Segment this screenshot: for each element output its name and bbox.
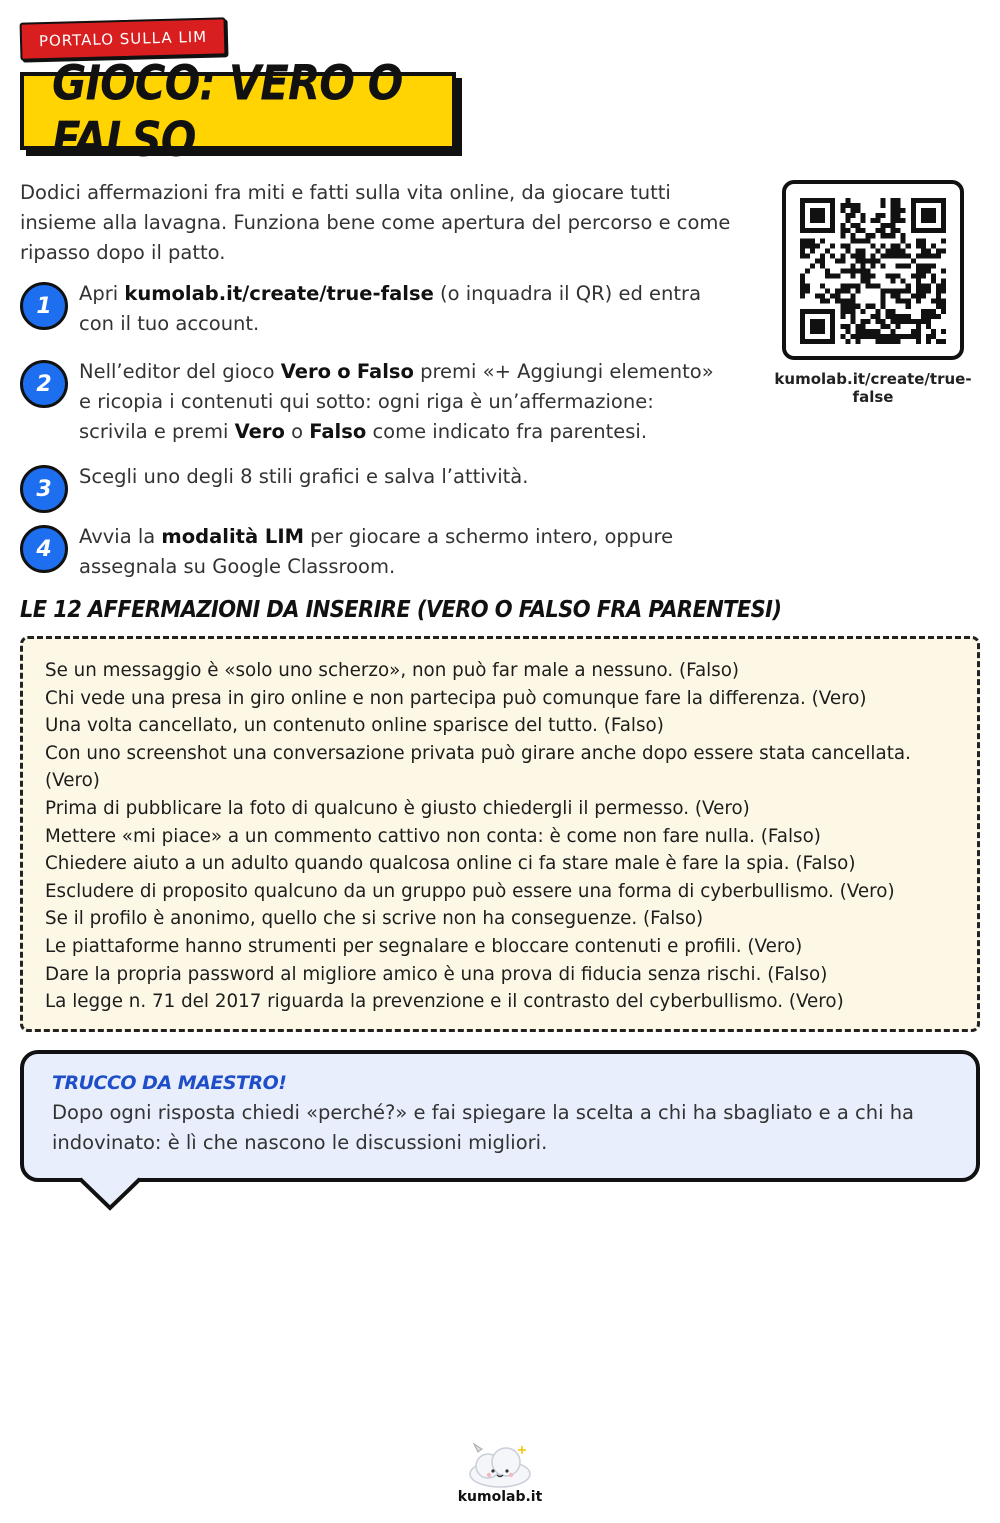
tip-callout <box>20 1050 980 1182</box>
step-text-bold: kumolab.it/create/true-false <box>124 282 434 305</box>
step-text-segment: Nell’editor del gioco <box>79 360 281 383</box>
step-text-bold: Falso <box>356 360 414 383</box>
step-text-segment: Avvia la <box>79 525 162 548</box>
list-item: Mettere «mi piace» a un commento cattivo non conta: è come non fare nulla. (Falso) <box>45 825 821 847</box>
step-text-segment: per giocare a schermo intero, oppure assegnala su Google Classroom. <box>79 525 674 578</box>
step-text-segment: come indicato fra parentesi. <box>366 420 648 443</box>
step-text-segment: Apri <box>79 282 125 305</box>
statements-box <box>20 636 980 1032</box>
list-item: Se un messaggio è «solo uno scherzo», non può far male a nessuno. (Falso) <box>45 660 740 681</box>
list-item: Dare la propria password al migliore amico è una prova di fiducia senza rischi. (Falso) <box>45 963 828 985</box>
step-text-segment: (o inquadra il QR) ed entra con il tuo account. <box>79 282 702 335</box>
qr-code <box>782 180 964 360</box>
step-text <box>79 279 719 339</box>
section-title: LE 12 AFFERMAZIONI DA INSERIRE (VERO O FALSO FRA PARENTESI) <box>20 596 782 623</box>
qr-code-icon <box>800 198 946 344</box>
step-text-segment: o <box>284 420 310 443</box>
list-item: Chi vede una presa in giro online e non partecipa può comunque fare la differenza. (Vero) <box>45 687 867 709</box>
step-text <box>79 462 719 492</box>
step-number: 4 <box>20 525 68 573</box>
footer-logo-text: kumolab.it <box>457 1489 543 1505</box>
step-text-bold: Falso <box>309 420 367 443</box>
step-number: 1 <box>20 282 68 330</box>
list-item: Una volta cancellato, un contenuto online sparisce del tutto. (Falso) <box>45 715 664 737</box>
list-item: La legge n. 71 del 2017 riguarda la prevenzione e il contrasto del cyberbullismo. (Vero) <box>45 991 844 1013</box>
page-title: GIOCO: VERO O FALSO <box>52 54 403 168</box>
step-text-bold: Vero <box>280 360 332 383</box>
tip-title: TRUCCO DA MAESTRO! <box>52 1072 287 1094</box>
step-number: 3 <box>20 465 68 513</box>
cloud-mascot-icon <box>460 1440 540 1492</box>
portal-badge: PORTALO SULLA LIM <box>20 17 227 60</box>
step-text-segment: premi «+ Aggiungi elemento» e ricopia i contenuti qui sotto: ogni riga è un’affermazione: scrivila e premi <box>79 360 714 443</box>
list-item: Escludere di proposito qualcuno da un gruppo può essere una forma di cyberbullismo. (Vero) <box>45 880 895 902</box>
step-text-bold: o <box>337 360 351 383</box>
list-item: Le piattaforme hanno strumenti per segnalare e bloccare contenuti e profili. (Vero) <box>45 935 803 957</box>
list-item: Prima di pubblicare la foto di qualcuno è giusto chiedergli il permesso. (Vero) <box>45 797 750 819</box>
list-item: Con uno screenshot una conversazione privata può girare anche dopo essere stata cancellata. (Vero) <box>45 742 911 792</box>
list-item: Chiedere aiuto a un adulto quando qualcosa online ci fa stare male è fare la spia. (Falso) <box>45 853 856 875</box>
step-text-segment: Scegli uno degli 8 stili grafici e salva l’attività. <box>79 465 529 488</box>
intro-paragraph: Dodici affermazioni fra miti e fatti sulla vita online, da giocare tutti insieme alla lavagna. Funziona bene come apertura del percorso e come ripasso dopo il patto. <box>20 181 731 264</box>
step-text <box>79 357 719 447</box>
step-number: 2 <box>20 360 68 408</box>
speech-tail-icon <box>80 1176 140 1212</box>
step-text-bold: Vero <box>234 420 285 443</box>
qr-caption: kumolab.it/create/true-false <box>774 370 972 406</box>
list-item: Se il profilo è anonimo, quello che si scrive non ha conseguenze. (Falso) <box>45 908 704 930</box>
title-box <box>20 54 456 168</box>
step-text <box>79 522 719 582</box>
tip-text: Dopo ogni risposta chiedi «perché?» e fai spiegare la scelta a chi ha sbagliato e a chi ha indovinato: è lì che nascono le discussioni migliori. <box>52 1101 914 1154</box>
step-text-bold: modalità LIM <box>161 525 304 548</box>
